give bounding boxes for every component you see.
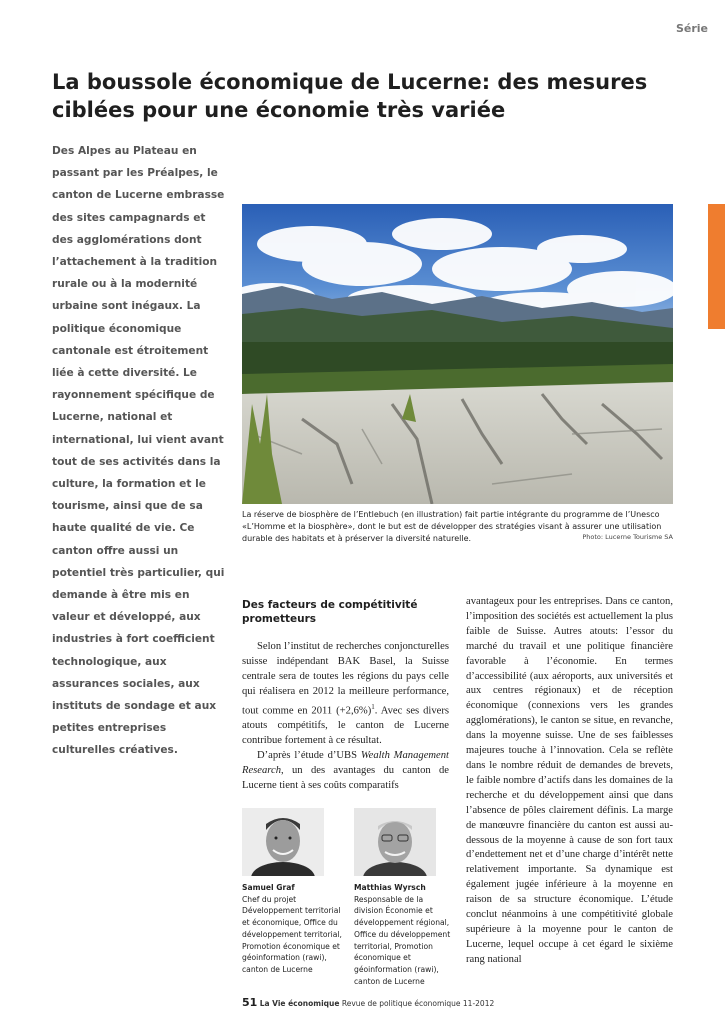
photo-credit: Photo: Lucerne Tourisme SA [582, 533, 673, 541]
article-title: La boussole économique de Lucerne: des mesures ciblées pour une économie très variée [52, 70, 648, 122]
series-label: Série [675, 22, 708, 35]
landscape-illustration [242, 204, 673, 504]
section-heading: Des facteurs de compétitivité prometteurs [242, 599, 418, 625]
author-bio-2 [354, 882, 454, 987]
photo-caption: La réserve de biosphère de l’Entlebuch (en illustration) fait partie intégrante du programme de l’Unesco «L’Homme et la biosphère», dont le but est de développer des stratégies visant à assurer une utilisation durable des habitats et à préserver la diversité naturelle. [242, 510, 662, 543]
body-paragraph-2: D’après l’étude d’UBS Wealth Management Research, un des avantages du canton de Lucerne tient à ses coûts comparatifs [242, 749, 449, 791]
footnote-ref: 1 [371, 702, 375, 711]
magazine-name: La Vie économique [259, 999, 340, 1008]
author-portrait-matthias-wyrsch [354, 808, 436, 876]
page-number: 51 [242, 996, 258, 1009]
body-paragraph-1: Selon l’institut de recherches conjoncturelles suisse indépendant BAK Basel, la Suisse centrale sera de toutes les régions du pays celle qui réalisera en 2012 la meilleure performance, tout comme en 2011 $(+2,6\%)^1$. Avec ses divers atouts compétitifs, le canton de Lucerne contribue fortement à ce résultat. [242, 641, 449, 746]
section-tab-marker [708, 204, 725, 329]
author-name: Matthias Wyrsch [354, 883, 426, 892]
author-role: Chef du projet Développement territorial et économique, Office du développement territorial, Promotion économique et géoinformation (rawi), canton de Lucerne [242, 894, 342, 974]
author-name: Samuel Graf [242, 883, 295, 892]
landscape-photo [242, 204, 673, 504]
article-lead: Des Alpes au Plateau en passant par les Préalpes, le canton de Lucerne embrasse des sites campagnards et des agglomérations dont l’attachement à la tradition rurale ou à la modernité urbaine sont inégaux. La politique économique cantonale est étroitement liée à cette diversité. Le rayonnement spécifique de Lucerne, national et international, lui vient avant tout de ses activités dans la culture, la formation et le tourisme, ainsi que de sa haute qualité de vie. Ce canton offre aussi un potentiel très particulier, qui demande à être mis en valeur et développé, aux industries à fort coefficient technologique, aux assurances sociales, aux instituts de sondage et aux petites entreprises culturelles créatives. [52, 145, 225, 757]
author-bio-1 [242, 882, 342, 976]
body-column-2 [466, 595, 673, 968]
author-role: Responsable de la division Économie et développement régional, Office du développement territorial, Promotion économique et géoinformation (rawi), canton de Lucerne [354, 894, 451, 986]
page-footer [242, 996, 494, 1009]
issue-info: Revue de politique économique 11-2012 [341, 999, 495, 1008]
body-column-1 [242, 640, 449, 794]
author-portrait-samuel-graf [242, 808, 324, 876]
body-paragraph-3: avantageux pour les entreprises. Dans ce canton, l’imposition des sociétés est actuellement la plus faible de Suisse. Autres atouts: l’essor du marché du travail et une politique financière favorable à l’économie. En termes d’accessibilité (aux aéroports, aux universités et aux centres régionaux) et de réception économique (connexions vers les grandes agglomérations), le canton se situe, en revanche, dans la moyenne suisse. Une de ses faiblesses majeures touche à l’innovation. Cela se reflète dans le nombre réduit de demandes de brevets, le faible nombre d’actifs dans les domaines de la recherche et du développement ainsi que dans l’absence de pôles clairement définis. La marge de manœuvre financière du canton est aussi au-dessous de la moyenne à cause de son fort taux d’endettement net et d’une charge d’intérêt nette relativement importante. Sa dynamique est également jugée inférieure à la moyenne en raison de sa structure économique. L’étude conclut néanmoins à une compétitivité globale supérieure à la moyenne pour le canton de Lucerne, lequel occupe à cet égard le sixième rang national [466, 596, 673, 965]
